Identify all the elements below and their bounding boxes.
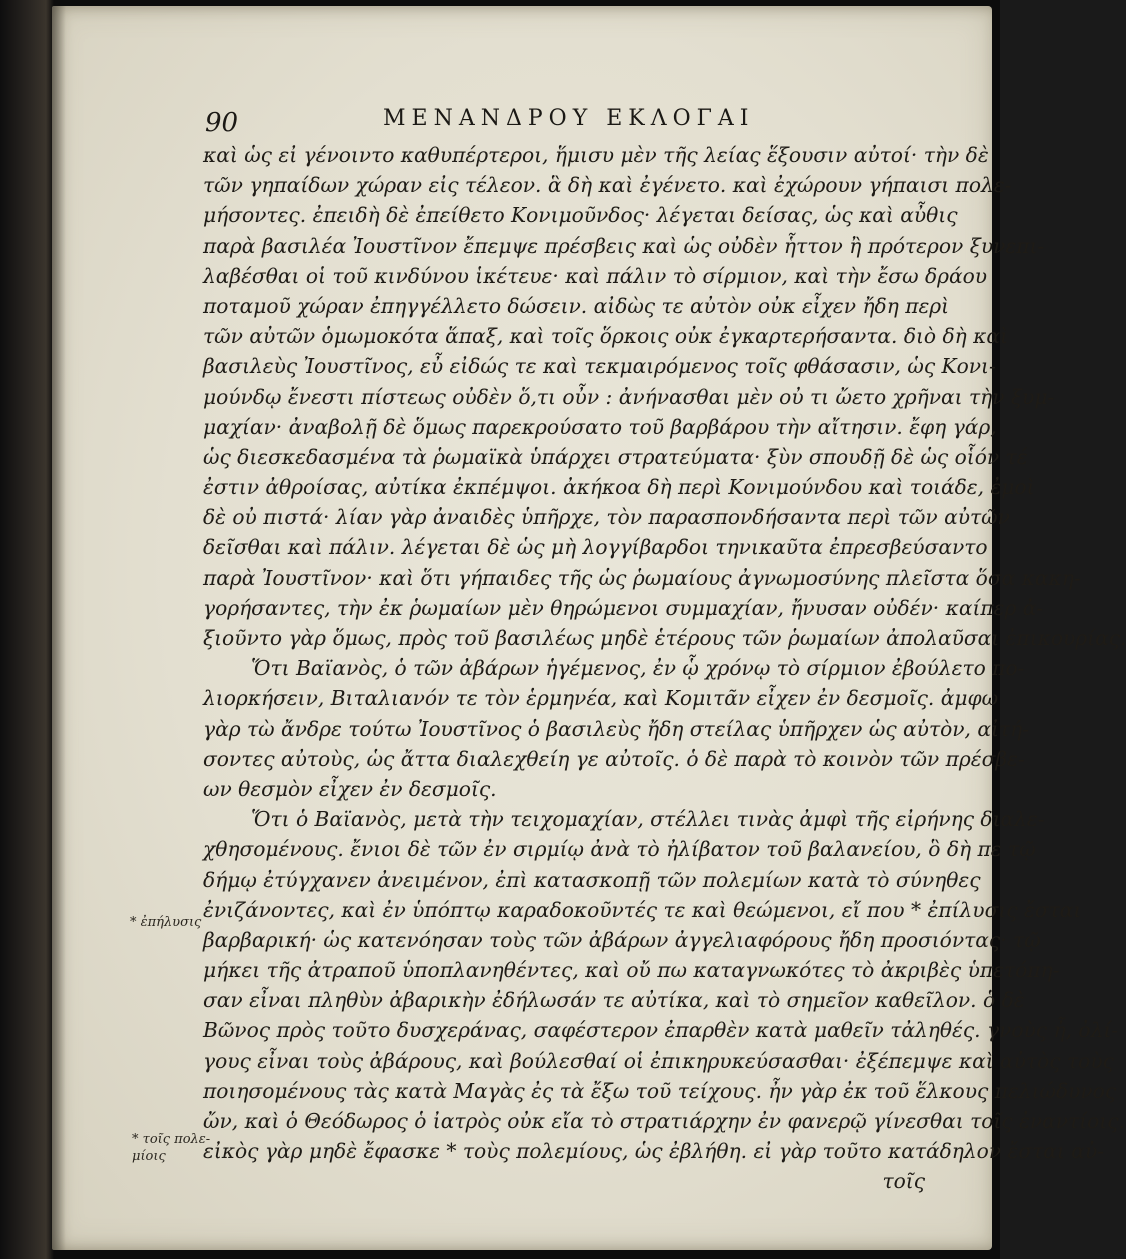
text-line: δήμῳ ἐτύγχανεν ἀνειμένον, ἐπὶ κατασκοπῇ τῶν πολεμίων κατὰ τὸ σύνηθες: [203, 867, 981, 892]
text-line: σοντες αὐτοὺς, ὡς ἄττα διαλεχθείη γε αὐτοῖς. ὁ δὲ παρὰ τὸ κοινὸν τῶν πρέσβε-: [203, 746, 1025, 771]
text-line: μήκει τῆς ἀτραποῦ ὑποπλανηθέντες, καὶ οὔ πω καταγνωκότες τὸ ἀκριβὲς ὑπετόπη-: [203, 958, 1060, 983]
text-line: καὶ ὡς εἰ γένοιντο καθυπέρτεροι, ἥμισυ μὲν τῆς λείας ἕξουσιν αὐτοί· τὴν δὲ: [203, 143, 989, 167]
text-line: χθησομένους. ἔνιοι δὲ τῶν ἐν σιρμίῳ ἀνὰ τὸ ἠλίβατον τοῦ βαλανείου, ὃ δὴ πε τῷ: [203, 837, 1036, 862]
text-line: ποταμοῦ χώραν ἐπηγγέλλετο δώσειν. αἰδὼς τε αὐτὸν οὐκ εἶχεν ἤδη περὶ: [203, 293, 950, 318]
text-line: ἐνιζάνοντες, καὶ ἐν ὑπόπτῳ καραδοκοῦντές τε καὶ θεώμενοι, εἴ που * ἐπίλυσις ἔσται: [203, 897, 1082, 922]
text-line: μούνδῳ ἔνεστι πίστεως οὐδὲν ὅ,τι οὖν : ἀνήνασθαι μὲν οὐ τι ὤετο χρῆναι τὴν ξυμ-: [203, 384, 1055, 409]
text-line: μήσοντες. ἐπειδὴ δὲ ἐπείθετο Κονιμοῦνδος· λέγεται δείσας, ὡς καὶ αὖθις: [203, 203, 958, 228]
text-line: παρὰ βασιλέα Ἰουστῖνον ἔπεμψε πρέσβεις καὶ ὡς οὐδὲν ἧττον ἢ πρότερον ξυνεπι-: [203, 233, 1045, 258]
running-title: ΜΕΝΑΝΔΡΟΥ ΕΚΛΟΓΑΙ: [383, 106, 755, 131]
margin-note: [130, 914, 201, 931]
text-line: τῶν γηπαίδων χώραν εἰς τέλεον. ἃ δὴ καὶ ἐγένετο. καὶ ἐχώρουν γήπαισι πολε-: [203, 173, 1012, 198]
text-line: Βῶνος πρὸς τοῦτο δυσχεράνας, σαφέστερον ἐπαρθὲν κατὰ μαθεῖν τἀληθές. γνοὺς ἦ, ὀλί-: [203, 1018, 1119, 1043]
paragraph-start: Ὅτι ὁ Βαϊανὸς, μετὰ τὴν τειχομαχίαν, στέλλει τινὰς ἀμφὶ τῆς εἰρήνης διαλε-: [251, 807, 1045, 832]
text-line: ων θεσμὸν εἶχεν ἐν δεσμοῖς.: [203, 776, 497, 801]
text-line: δεῖσθαι καὶ πάλιν. λέγεται δὲ ὡς μὴ λογγίβαρδοι τηνικαῦτα ἐπρεσβεύσαντο: [203, 535, 988, 560]
text-line: ἐστιν ἀθροίσας, αὐτίκα ἐκπέμψοι. ἀκήκοα δὴ περὶ Κονιμούνδου καὶ τοιάδε, ἐμοὶ: [203, 475, 1035, 500]
text-line: ὤν, καὶ ὁ Θεόδωρος ὁ ἰατρὸς οὐκ εἴα τὸ στρατιάρχην ἐν φανερῷ γίνεσθαι τοῖς ἐναντίοις.: [203, 1109, 1125, 1133]
catchword: τοῖς: [882, 1169, 925, 1194]
text-line: λιορκήσειν, Βιταλιανόν τε τὸν ἑρμηνέα, καὶ Κομιτᾶν εἶχεν ἐν δεσμοῖς. ἀμφω: [203, 686, 999, 711]
margin-note-text: * ἐπήλυσις: [130, 915, 202, 930]
text-line: γὰρ τὼ ἄνδρε τούτω Ἰουστῖνος ὁ βασιλεὺς ἤδη στείλας ὑπῆρχεν ὡς αὐτὸν, αἰτή-: [203, 716, 1030, 741]
page-number: 90: [205, 108, 239, 138]
page-header: [205, 104, 765, 144]
text-line: μαχίαν· ἀναβολῇ δὲ ὅμως παρεκρούσατο τοῦ βαρβάρου τὴν αἴτησιν. ἔφη γάρ,: [203, 414, 997, 439]
margin-note: [132, 1131, 210, 1165]
text-line: λαβέσθαι οἱ τοῦ κινδύνου ἱκέτευε· καὶ πάλιν τὸ σίρμιον, καὶ τὴν ἔσω δράου: [203, 263, 988, 288]
margin-note-text: μίοις: [132, 1149, 166, 1164]
paragraph-start: Ὅτι Βαϊανὸς, ὁ τῶν ἀβάρων ἡγέμενος, ἐν ᾧ χρόνῳ τὸ σίρμιον ἐβούλετο πο-: [251, 656, 1025, 681]
text-line: δὲ οὐ πιστά· λίαν γὰρ ἀναιδὲς ὑπῆρχε, τὸν παρασπονδήσαντα περὶ τῶν αὐτῶν: [203, 505, 1010, 530]
text-line: γους εἶναι τοὺς ἀβάρους, καὶ βούλεσθαί οἱ ἐπικηρυκεύσασθαι· ἐξέπεμψε καὶ αὐτὸς τοὺς: [203, 1048, 1114, 1073]
text-line: ποιησομένους τὰς κατὰ Μαγὰς ἐς τὰ ἔξω τοῦ τείχους. ἦν γὰρ ἐκ τοῦ ἕλκους πελιώδυνος: [203, 1078, 1117, 1103]
margin-note-text: * τοῖς πολε-: [132, 1132, 211, 1147]
text-line: βασιλεὺς Ἰουστῖνος, εὖ εἰδώς τε καὶ τεκμαιρόμενος τοῖς φθάσασιν, ὡς Κονι-: [203, 354, 996, 379]
main-text: [203, 140, 1126, 1197]
page-gutter-shadow: [52, 6, 66, 1250]
text-line: γορήσαντες, τὴν ἐκ ῥωμαίων μὲν θηρώμενοι συμμαχίαν, ἤνυσαν οὐδέν· καίπερ ἀ-: [203, 595, 1044, 620]
text-line: ξιοῦντο γὰρ ὅμως, πρὸς τοῦ βασιλέως μηδὲ ἑτέρους τῶν ῥωμαίων ἀπολαῦσαι ἐπικουρίας.: [203, 626, 1126, 650]
text-line: ὡς διεσκεδασμένα τὰ ῥωμαϊκὰ ὑπάρχει στρατεύματα· ξὺν σπουδῇ δὲ ὡς οἷόν τέ: [203, 444, 1028, 469]
text-line: βαρβαρική· ὡς κατενόησαν τοὺς τῶν ἀβάρων ἀγγελιαφόρους ἤδη προσιόντας· τῷ: [203, 927, 1041, 952]
text-line: τῶν αὐτῶν ὁμωμοκότα ἅπαξ, καὶ τοῖς ὅρκοις οὐκ ἐγκαρτερήσαντα. διὸ δὴ καὶ: [203, 324, 1008, 349]
text-line: σαν εἶναι πληθὺν ἀβαρικὴν ἐδήλωσάν τε αὐτίκα, καὶ τὸ σημεῖον καθεῖλον. ὁ δὲ: [203, 988, 1025, 1013]
text-line: παρὰ Ἰουστῖνον· καὶ ὅτι γήπαιδες τῆς ὡς ῥωμαίους ἀγνωμοσύνης πλεῖστα ὅσα κακη-: [203, 565, 1081, 590]
text-line: εἰκὸς γὰρ μηδὲ ἔφασκε * τοὺς πολεμίους, ὡς ἐβλήθη. εἰ γὰρ τοῦτο κατάδηλον ἔσται αὐ-: [203, 1139, 1104, 1164]
